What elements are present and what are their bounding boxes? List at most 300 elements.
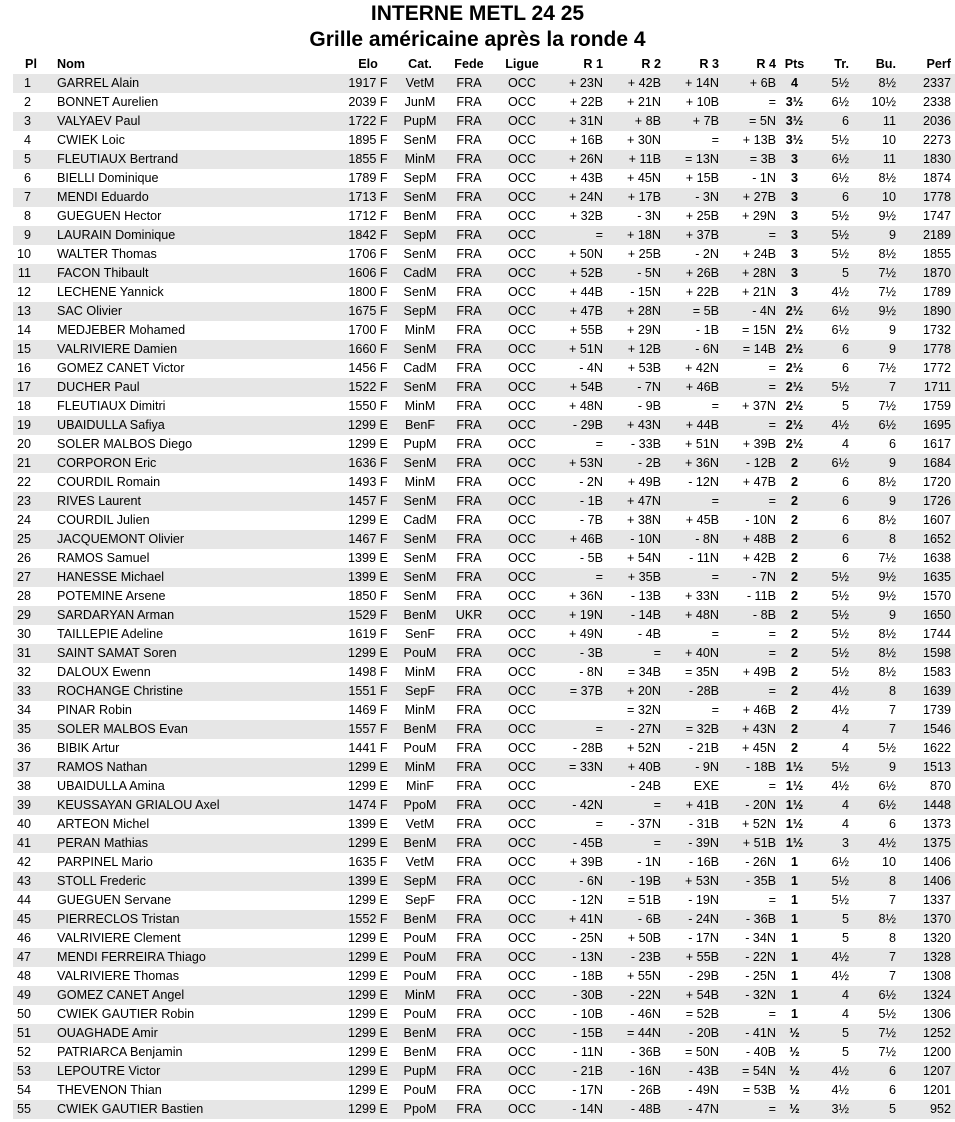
cell-elo: 1606 F	[348, 266, 388, 280]
cell-round-3-result: =	[711, 399, 719, 413]
cell-round-2-result: + 30N	[627, 133, 661, 147]
cell-round-2-result: - 14B	[630, 608, 661, 622]
cell-tiebreak-tr: 4½	[831, 703, 849, 717]
cell-round-3-result: + 36N	[685, 456, 719, 470]
cell-round-2-result: + 54N	[627, 551, 661, 565]
cell-league: OCC	[508, 76, 536, 90]
cell-league: OCC	[508, 893, 536, 907]
cell-round-1-result: - 30B	[572, 988, 603, 1002]
cell-tiebreak-tr: 4	[841, 722, 849, 736]
header-elo: Elo	[358, 57, 378, 71]
cell-points: 2	[790, 475, 798, 489]
cell-tiebreak-bu: 6½	[878, 798, 896, 812]
cell-league: OCC	[508, 114, 536, 128]
cell-round-3-result: = 5B	[692, 304, 719, 318]
cell-league: OCC	[508, 1083, 536, 1097]
cell-points: 3	[790, 266, 798, 280]
cell-tiebreak-tr: 5	[841, 1045, 849, 1059]
table-row	[13, 283, 955, 302]
cell-round-1-result: - 4N	[579, 361, 603, 375]
cell-round-1-result: + 50N	[569, 247, 603, 261]
cell-round-4-result: - 18B	[745, 760, 776, 774]
cell-tiebreak-bu: 7½	[878, 285, 896, 299]
cell-round-2-result: - 24B	[630, 779, 661, 793]
cell-federation: FRA	[456, 456, 482, 470]
cell-player-name: RAMOS Nathan	[57, 760, 148, 774]
cell-points: 1½	[785, 760, 804, 774]
cell-category: MinM	[404, 760, 436, 774]
cell-round-1-result: + 49N	[569, 627, 603, 641]
cell-player-name: COURDIL Julien	[57, 513, 150, 527]
header-r2: R 2	[641, 57, 661, 71]
cell-elo: 1457 F	[348, 494, 388, 508]
table-row	[13, 1043, 955, 1062]
cell-category: SenM	[403, 342, 437, 356]
cell-round-2-result: + 18N	[627, 228, 661, 242]
cell-tiebreak-tr: 6	[841, 190, 849, 204]
cell-elo: 1299 E	[348, 969, 388, 983]
cell-round-1-result: - 3B	[579, 646, 603, 660]
table-row	[13, 663, 955, 682]
cell-round-3-result: + 42N	[685, 361, 719, 375]
cell-elo: 1456 F	[348, 361, 388, 375]
cell-rank: 35	[16, 722, 31, 736]
cell-tiebreak-bu: 9	[888, 342, 896, 356]
cell-round-1-result: + 26N	[569, 152, 603, 166]
cell-round-3-result: - 17N	[688, 931, 719, 945]
cell-player-name: ARTEON Michel	[57, 817, 150, 831]
cell-rank: 30	[16, 627, 31, 641]
table-row	[13, 929, 955, 948]
cell-player-name: FLEUTIAUX Bertrand	[57, 152, 179, 166]
cell-round-4-result: =	[768, 380, 776, 394]
cell-round-4-result: + 28N	[742, 266, 776, 280]
cell-round-4-result: - 40B	[745, 1045, 776, 1059]
cell-player-name: UBAIDULLA Amina	[57, 779, 165, 793]
cell-round-2-result: + 21N	[627, 95, 661, 109]
cell-elo: 1855 F	[348, 152, 388, 166]
cell-round-1-result: - 1B	[579, 494, 603, 508]
cell-performance: 1373	[922, 817, 951, 831]
cell-tiebreak-bu: 8½	[878, 646, 896, 660]
cell-rank: 3	[23, 114, 31, 128]
cell-league: OCC	[508, 798, 536, 812]
cell-points: 1	[790, 893, 798, 907]
cell-player-name: SARDARYAN Arman	[57, 608, 175, 622]
cell-round-2-result: - 37N	[630, 817, 661, 831]
cell-rank: 12	[16, 285, 31, 299]
cell-round-2-result: = 34B	[627, 665, 661, 679]
cell-tiebreak-tr: 5½	[831, 133, 849, 147]
cell-performance: 2036	[922, 114, 951, 128]
cell-category: MinM	[404, 152, 436, 166]
table-row	[13, 150, 955, 169]
cell-elo: 1299 E	[348, 1083, 388, 1097]
cell-league: OCC	[508, 551, 536, 565]
cell-round-2-result: + 12B	[627, 342, 661, 356]
cell-round-1-result: - 5B	[579, 551, 603, 565]
cell-player-name: SAC Olivier	[57, 304, 123, 318]
cell-points: 2½	[785, 342, 804, 356]
cell-points: 3	[790, 190, 798, 204]
cell-federation: FRA	[456, 152, 482, 166]
cell-tiebreak-bu: 9	[888, 608, 896, 622]
cell-rank: 26	[16, 551, 31, 565]
cell-tiebreak-bu: 8½	[878, 171, 896, 185]
cell-round-2-result: - 19B	[630, 874, 661, 888]
cell-performance: 870	[929, 779, 951, 793]
cell-elo: 1299 E	[348, 779, 388, 793]
cell-rank: 8	[23, 209, 31, 223]
cell-player-name: VALRIVIERE Clement	[57, 931, 181, 945]
cell-round-4-result: + 21N	[742, 285, 776, 299]
cell-player-name: ROCHANGE Christine	[57, 684, 183, 698]
cell-performance: 1739	[922, 703, 951, 717]
cell-tiebreak-tr: 5	[841, 931, 849, 945]
cell-round-3-result: + 51N	[685, 437, 719, 451]
cell-league: OCC	[508, 133, 536, 147]
cell-performance: 1778	[922, 190, 951, 204]
cell-points: 2	[790, 627, 798, 641]
cell-player-name: BIBIK Artur	[57, 741, 120, 755]
cell-rank: 50	[16, 1007, 31, 1021]
cell-performance: 1789	[922, 285, 951, 299]
cell-elo: 2039 F	[348, 95, 388, 109]
cell-performance: 1874	[922, 171, 951, 185]
cell-player-name: OUAGHADE Amir	[57, 1026, 158, 1040]
cell-tiebreak-bu: 8½	[878, 76, 896, 90]
cell-rank: 14	[16, 323, 31, 337]
cell-round-1-result: + 24N	[569, 190, 603, 204]
cell-federation: FRA	[456, 266, 482, 280]
table-row	[13, 1062, 955, 1081]
cell-performance: 1622	[922, 741, 951, 755]
cell-round-1-result: = 33N	[569, 760, 603, 774]
cell-rank: 36	[16, 741, 31, 755]
header-tr: Tr.	[834, 57, 849, 71]
table-row	[13, 948, 955, 967]
cell-tiebreak-bu: 7	[888, 893, 896, 907]
cell-elo: 1712 F	[348, 209, 388, 223]
cell-tiebreak-tr: 5½	[831, 627, 849, 641]
cell-tiebreak-bu: 7½	[878, 399, 896, 413]
cell-league: OCC	[508, 437, 536, 451]
cell-performance: 1726	[922, 494, 951, 508]
cell-tiebreak-tr: 6	[841, 494, 849, 508]
cell-performance: 1406	[922, 874, 951, 888]
cell-performance: 1732	[922, 323, 951, 337]
cell-league: OCC	[508, 1064, 536, 1078]
cell-league: OCC	[508, 380, 536, 394]
cell-round-1-result: - 7B	[579, 513, 603, 527]
cell-league: OCC	[508, 703, 536, 717]
cell-elo: 1399 E	[348, 551, 388, 565]
cell-league: OCC	[508, 266, 536, 280]
cell-federation: FRA	[456, 209, 482, 223]
cell-round-1-result: + 54B	[569, 380, 603, 394]
cell-federation: FRA	[456, 1083, 482, 1097]
cell-round-1-result: - 10B	[572, 1007, 603, 1021]
cell-round-2-result: - 26B	[630, 1083, 661, 1097]
cell-round-3-result: + 41B	[685, 798, 719, 812]
table-row	[13, 701, 955, 720]
cell-round-3-result: - 9N	[695, 760, 719, 774]
cell-round-4-result: = 15N	[742, 323, 776, 337]
cell-points: ½	[789, 1026, 800, 1040]
cell-tiebreak-bu: 8½	[878, 912, 896, 926]
cell-performance: 2338	[922, 95, 951, 109]
cell-round-2-result: =	[653, 836, 661, 850]
cell-player-name: MENDI Eduardo	[57, 190, 149, 204]
cell-round-1-result: + 51N	[569, 342, 603, 356]
cell-player-name: SAINT SAMAT Soren	[57, 646, 177, 660]
cell-league: OCC	[508, 950, 536, 964]
cell-category: SenM	[403, 285, 437, 299]
cell-round-3-result: + 53N	[685, 874, 719, 888]
cell-performance: 1320	[922, 931, 951, 945]
cell-tiebreak-bu: 7½	[878, 1045, 896, 1059]
cell-league: OCC	[508, 475, 536, 489]
cell-federation: FRA	[456, 247, 482, 261]
cell-round-4-result: + 42B	[742, 551, 776, 565]
cell-player-name: WALTER Thomas	[57, 247, 157, 261]
tournament-title: INTERNE METL 24 25	[370, 2, 585, 25]
cell-league: OCC	[508, 589, 536, 603]
cell-round-1-result: - 21B	[572, 1064, 603, 1078]
cell-points: 2½	[785, 437, 804, 451]
cell-elo: 1299 E	[348, 893, 388, 907]
cell-round-2-result: + 17B	[627, 190, 661, 204]
cell-tiebreak-bu: 6	[888, 1083, 896, 1097]
cell-elo: 1399 E	[348, 570, 388, 584]
cell-performance: 1711	[923, 380, 951, 394]
cell-category: MinF	[406, 779, 434, 793]
cell-player-name: FACON Thibault	[57, 266, 149, 280]
cell-points: 3½	[785, 114, 804, 128]
cell-category: PouM	[403, 1007, 437, 1021]
cell-rank: 2	[23, 95, 31, 109]
cell-performance: 1308	[922, 969, 951, 983]
cell-round-1-result: - 12N	[572, 893, 603, 907]
cell-tiebreak-tr: 6½	[831, 171, 849, 185]
cell-category: BenM	[403, 608, 437, 622]
cell-tiebreak-tr: 4½	[831, 950, 849, 964]
cell-player-name: FLEUTIAUX Dimitri	[57, 399, 166, 413]
table-row	[13, 340, 955, 359]
cell-rank: 39	[16, 798, 31, 812]
cell-league: OCC	[508, 513, 536, 527]
cell-round-1-result: + 31N	[569, 114, 603, 128]
cell-round-3-result: + 14N	[685, 76, 719, 90]
cell-round-1-result: + 46B	[569, 532, 603, 546]
cell-tiebreak-tr: 4½	[831, 779, 849, 793]
cell-performance: 1747	[922, 209, 951, 223]
table-row	[13, 454, 955, 473]
table-row	[13, 74, 955, 93]
cell-round-4-result: = 54N	[742, 1064, 776, 1078]
cell-elo: 1675 F	[348, 304, 388, 318]
cell-rank: 5	[23, 152, 31, 166]
cell-round-1-result: - 42N	[572, 798, 603, 812]
cell-tiebreak-bu: 6	[888, 817, 896, 831]
cell-performance: 1607	[922, 513, 951, 527]
cell-round-1-result: + 36N	[569, 589, 603, 603]
cell-points: 2	[790, 722, 798, 736]
cell-league: OCC	[508, 456, 536, 470]
cell-performance: 1695	[922, 418, 951, 432]
table-row	[13, 796, 955, 815]
cell-round-3-result: + 33N	[685, 589, 719, 603]
cell-round-2-result: + 52N	[627, 741, 661, 755]
cell-round-4-result: =	[768, 893, 776, 907]
table-row	[13, 1081, 955, 1100]
cell-tiebreak-bu: 11	[882, 152, 896, 166]
cell-rank: 27	[16, 570, 31, 584]
cell-round-1-result: + 55B	[569, 323, 603, 337]
table-row	[13, 1024, 955, 1043]
cell-tiebreak-tr: 6	[841, 361, 849, 375]
cell-federation: FRA	[456, 285, 482, 299]
cell-round-3-result: - 49N	[688, 1083, 719, 1097]
cell-performance: 2273	[922, 133, 951, 147]
cell-round-3-result: - 19N	[688, 893, 719, 907]
table-row	[13, 245, 955, 264]
cell-points: 2	[790, 494, 798, 508]
cell-round-4-result: = 5N	[749, 114, 776, 128]
cell-elo: 1299 E	[348, 1064, 388, 1078]
cell-elo: 1299 E	[348, 418, 388, 432]
cell-league: OCC	[508, 1102, 536, 1116]
table-row	[13, 815, 955, 834]
cell-category: SenM	[403, 570, 437, 584]
table-row	[13, 511, 955, 530]
cell-rank: 40	[16, 817, 31, 831]
table-row	[13, 321, 955, 340]
cell-league: OCC	[508, 570, 536, 584]
cell-performance: 1890	[922, 304, 951, 318]
standings-table	[13, 55, 955, 1119]
cell-tiebreak-tr: 5½	[831, 570, 849, 584]
cell-category: SenM	[403, 456, 437, 470]
cell-tiebreak-tr: 4½	[831, 285, 849, 299]
cell-round-2-result: - 27N	[630, 722, 661, 736]
cell-federation: FRA	[456, 133, 482, 147]
cell-rank: 13	[16, 304, 31, 318]
cell-points: 2½	[785, 323, 804, 337]
cell-points: 3	[790, 285, 798, 299]
cell-tiebreak-tr: 4½	[831, 418, 849, 432]
cell-round-4-result: - 10N	[745, 513, 776, 527]
cell-category: MinM	[404, 988, 436, 1002]
cell-points: 1	[790, 855, 798, 869]
cell-round-3-result: - 39N	[688, 836, 719, 850]
cell-round-1-result: - 28B	[572, 741, 603, 755]
cell-round-2-result: - 33B	[630, 437, 661, 451]
cell-round-1-result: - 2N	[579, 475, 603, 489]
cell-player-name: PATRIARCA Benjamin	[57, 1045, 183, 1059]
cell-tiebreak-bu: 8	[888, 684, 896, 698]
header-r4: R 4	[756, 57, 776, 71]
cell-federation: FRA	[456, 779, 482, 793]
cell-tiebreak-bu: 10	[881, 855, 896, 869]
cell-federation: FRA	[456, 722, 482, 736]
cell-round-3-result: - 29B	[688, 969, 719, 983]
cell-tiebreak-bu: 4½	[878, 836, 896, 850]
cell-round-3-result: - 43B	[688, 1064, 719, 1078]
cell-player-name: PIERRECLOS Tristan	[57, 912, 180, 926]
cell-tiebreak-tr: 5	[841, 1026, 849, 1040]
cell-elo: 1299 E	[348, 437, 388, 451]
cell-round-4-result: =	[768, 494, 776, 508]
cell-league: OCC	[508, 361, 536, 375]
cell-round-4-result: - 20N	[745, 798, 776, 812]
cell-round-1-result: =	[595, 817, 603, 831]
cell-league: OCC	[508, 665, 536, 679]
cell-round-3-result: - 47N	[688, 1102, 719, 1116]
cell-tiebreak-tr: 4	[841, 798, 849, 812]
cell-player-name: LEPOUTRE Victor	[57, 1064, 161, 1078]
cell-league: OCC	[508, 494, 536, 508]
cell-round-1-result: - 6N	[579, 874, 603, 888]
cell-federation: FRA	[456, 627, 482, 641]
cell-round-4-result: =	[768, 1007, 776, 1021]
cell-federation: FRA	[456, 950, 482, 964]
cell-round-4-result: + 6B	[749, 76, 776, 90]
header-cat: Cat.	[408, 57, 432, 71]
table-row	[13, 967, 955, 986]
cell-points: 3	[790, 247, 798, 261]
cell-round-3-result: + 22B	[685, 285, 719, 299]
cell-rank: 7	[23, 190, 31, 204]
cell-player-name: COURDIL Romain	[57, 475, 161, 489]
cell-round-2-result: + 28N	[627, 304, 661, 318]
cell-round-3-result: = 13N	[685, 152, 719, 166]
cell-performance: 1652	[922, 532, 951, 546]
cell-tiebreak-tr: 5	[841, 399, 849, 413]
cell-rank: 22	[16, 475, 31, 489]
cell-league: OCC	[508, 779, 536, 793]
cell-elo: 1299 E	[348, 1102, 388, 1116]
table-row	[13, 473, 955, 492]
cell-tiebreak-bu: 6½	[878, 418, 896, 432]
cell-elo: 1557 F	[348, 722, 388, 736]
cell-category: MinM	[404, 399, 436, 413]
cell-performance: 1583	[922, 665, 951, 679]
header-fede: Fede	[454, 57, 484, 71]
cell-round-2-result: - 13B	[630, 589, 661, 603]
cell-player-name: THEVENON Thian	[57, 1083, 162, 1097]
cell-tiebreak-bu: 8½	[878, 513, 896, 527]
cell-performance: 1684	[922, 456, 951, 470]
cell-league: OCC	[508, 817, 536, 831]
cell-category: SenM	[403, 532, 437, 546]
cell-elo: 1493 F	[348, 475, 388, 489]
cell-elo: 1299 E	[348, 950, 388, 964]
cell-elo: 1498 F	[348, 665, 388, 679]
header-perf: Perf	[926, 57, 951, 71]
table-row	[13, 435, 955, 454]
cell-performance: 1324	[922, 988, 951, 1002]
cell-performance: 1570	[922, 589, 951, 603]
cell-federation: FRA	[456, 874, 482, 888]
cell-federation: FRA	[456, 855, 482, 869]
cell-elo: 1636 F	[348, 456, 388, 470]
cell-performance: 1759	[922, 399, 951, 413]
cell-points: 1½	[785, 817, 804, 831]
cell-tiebreak-bu: 8	[888, 532, 896, 546]
cell-player-name: DUCHER Paul	[57, 380, 140, 394]
cell-tiebreak-bu: 9	[888, 228, 896, 242]
